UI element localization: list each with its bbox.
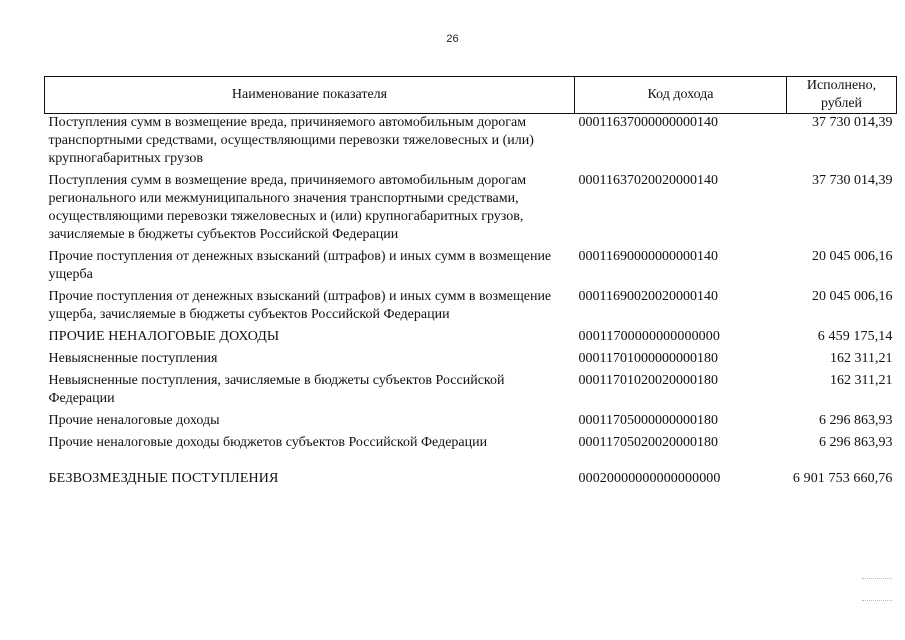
- row-code: 00011701000000000180: [578, 351, 718, 366]
- row-name: Поступления сумм в возмещение вреда, причиняемого автомобильным дорогам регионального или межмуниципального значения транспортными средствами, осуществляющими перевозки тяжеловесных и (или) крупногабаритных грузов, зачисляемые в бюджеты субъектов Российской Федерации: [48, 173, 527, 242]
- table-row: [45, 346, 897, 368]
- row-code: 00011705020020000180: [578, 435, 718, 450]
- row-code: 00011705000000000180: [578, 413, 718, 428]
- table-row: [45, 324, 897, 346]
- row-amount: 162 311,21: [830, 373, 893, 388]
- row-amount: 37 730 014,39: [812, 115, 893, 130]
- row-name: Поступления сумм в возмещение вреда, причиняемого автомобильным дорогам транспортными средствами, осуществляющими перевозки тяжеловесных и (или) крупногабаритных грузов: [48, 115, 534, 166]
- row-amount: 6 296 863,93: [819, 435, 893, 450]
- table-row: [45, 284, 897, 324]
- table-row: [45, 368, 897, 408]
- row-code: 00011637020020000140: [578, 173, 718, 188]
- income-report-table: [44, 76, 897, 488]
- table-row: [45, 430, 897, 452]
- table-header-row: [45, 77, 897, 114]
- row-name: Прочие неналоговые доходы: [48, 413, 220, 428]
- page-number: 26: [446, 33, 459, 45]
- row-code: 00011701020020000180: [578, 373, 718, 388]
- row-code: 00011637000000000140: [578, 115, 718, 130]
- row-amount: 20 045 006,16: [812, 289, 893, 304]
- row-amount: 37 730 014,39: [812, 173, 893, 188]
- header-indicator-name: Наименование показателя: [45, 77, 575, 114]
- table-row: [45, 244, 897, 284]
- row-amount: 20 045 006,16: [812, 249, 893, 264]
- row-code: 00011700000000000000: [578, 329, 720, 344]
- row-name: Невыясненные поступления, зачисляемые в бюджеты субъектов Российской Федерации: [48, 373, 505, 406]
- row-code: 00011690020020000140: [578, 289, 718, 304]
- row-code: 00011690000000000140: [578, 249, 718, 264]
- row-amount: 162 311,21: [830, 351, 893, 366]
- row-name: Прочие неналоговые доходы бюджетов субъектов Российской Федерации: [48, 435, 488, 450]
- row-name: Прочие поступления от денежных взысканий (штрафов) и иных сумм в возмещение ущерба, зачисляемые в бюджеты субъектов Российской Федерации: [48, 289, 552, 322]
- row-code: 00020000000000000000: [578, 471, 721, 486]
- table-row: [45, 408, 897, 430]
- table-row: [45, 168, 897, 244]
- header-executed-amount: Исполнено, рублей: [787, 77, 897, 114]
- table-row: [45, 452, 897, 488]
- row-name: Прочие поступления от денежных взысканий (штрафов) и иных сумм в возмещение ущерба: [48, 249, 552, 282]
- header-income-code: Код дохода: [575, 77, 787, 114]
- table-row: [45, 114, 897, 169]
- row-name: Невыясненные поступления: [48, 351, 218, 366]
- row-name: БЕЗВОЗМЕЗДНЫЕ ПОСТУПЛЕНИЯ: [48, 471, 279, 486]
- scan-artifact: [862, 600, 892, 601]
- row-name: ПРОЧИЕ НЕНАЛОГОВЫЕ ДОХОДЫ: [48, 329, 280, 344]
- row-amount: 6 296 863,93: [819, 413, 893, 428]
- row-amount: 6 901 753 660,76: [792, 471, 893, 486]
- scan-artifact: [862, 578, 892, 579]
- row-amount: 6 459 175,14: [817, 329, 893, 344]
